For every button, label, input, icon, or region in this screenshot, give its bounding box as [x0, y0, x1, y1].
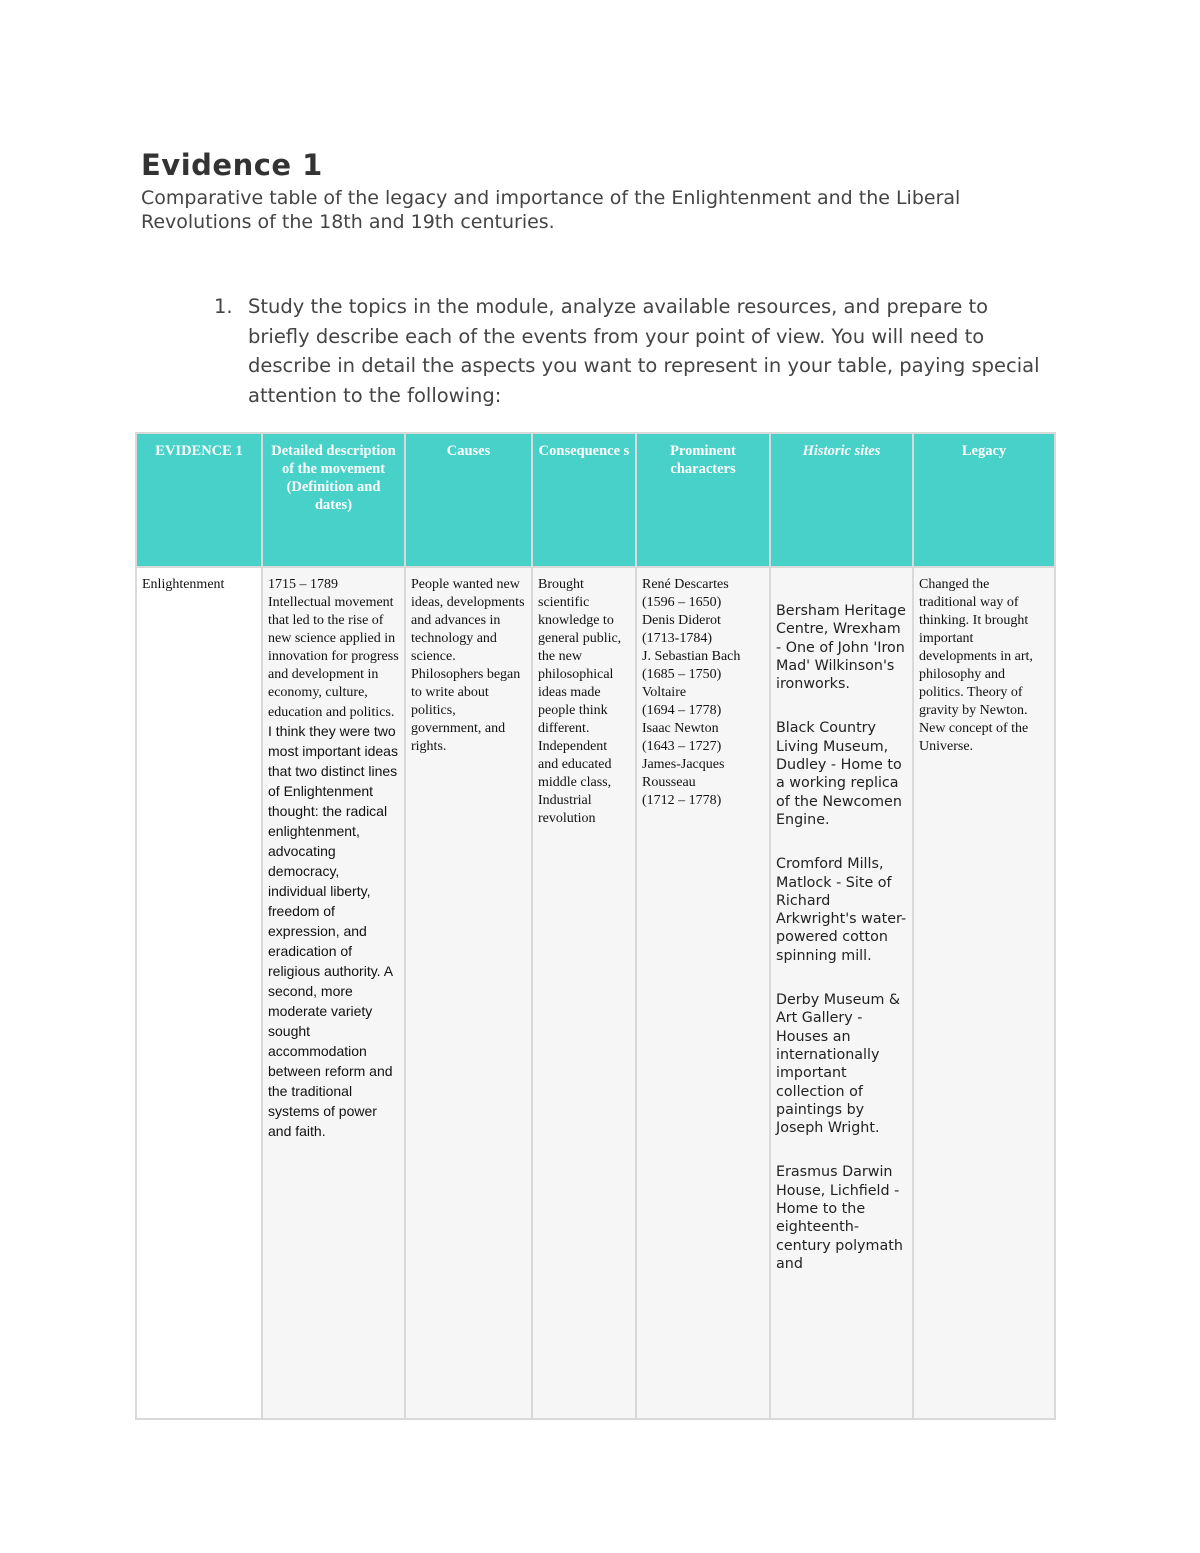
header-legacy: Legacy: [913, 433, 1055, 567]
document-subtitle: Comparative table of the legacy and importance of the Enlightenment and the Liberal Revolutions of the 18th and 19th centuries.: [141, 187, 961, 233]
character-line: (1694 – 1778): [642, 703, 722, 718]
header-characters: Prominent characters: [636, 433, 770, 567]
instruction-item: [214, 292, 1044, 410]
site-entry: Cromford Mills, Matlock - Site of Richard Arkwright's water-powered cotton spinning mill.: [776, 856, 907, 964]
table-header-row: [136, 433, 1055, 567]
character-line: (1685 – 1750): [642, 667, 722, 682]
instruction-text: Study the topics in the module, analyze available resources, and prepare to briefly describe each of the events from your point of view. You will need to describe in detail the aspects you want to represent in your table, paying special attention to the following:: [248, 295, 1040, 407]
header-description: Detailed description of the movement (Definition and dates): [262, 433, 405, 567]
site-entry: Black Country Living Museum, Dudley - Home to a working replica of the Newcomen Engine.: [776, 720, 902, 828]
character-line: (1596 – 1650): [642, 595, 722, 610]
character-line: J. Sebastian Bach: [642, 649, 741, 664]
character-line: (1643 – 1727): [642, 739, 722, 754]
instruction-number: 1.: [214, 295, 233, 318]
document-title: Evidence 1: [141, 148, 323, 182]
header-causes: Causes: [405, 433, 532, 567]
description-serif-text: 1715 – 1789 Intellectual movement that led to the rise of new science applied in innovation for progress and development in economy, culture, education and politics.: [268, 577, 399, 720]
character-line: Isaac Newton: [642, 721, 719, 736]
cell-causes: People wanted new ideas, developments and advances in technology and science. Philosophers began to write about politics, government, and rights.: [405, 567, 532, 1419]
character-line: (1713-1784): [642, 631, 712, 646]
evidence-table: [135, 432, 1056, 1420]
cell-characters: [636, 567, 770, 1419]
character-line: Voltaire: [642, 685, 687, 700]
cell-historic-sites: [770, 567, 913, 1419]
character-line: René Descartes: [642, 577, 729, 592]
site-entry: Bersham Heritage Centre, Wrexham - One of John 'Iron Mad' Wilkinson's ironworks.: [776, 603, 906, 693]
site-entry: Derby Museum & Art Gallery - Houses an internationally important collection of paintings by Joseph Wright.: [776, 992, 901, 1137]
cell-legacy: Changed the traditional way of thinking. It brought important developments in art, philosophy and politics. Theory of gravity by Newton. New concept of the Universe.: [913, 567, 1055, 1419]
header-consequences: Consequence s: [532, 433, 636, 567]
cell-description: [262, 567, 405, 1419]
site-entry: Erasmus Darwin House, Lichfield - Home to the eighteenth-century polymath and: [776, 1164, 903, 1272]
character-line: (1712 – 1778): [642, 793, 722, 808]
header-historic-sites: Historic sites: [770, 433, 913, 567]
header-evidence: EVIDENCE 1: [136, 433, 262, 567]
table-row: [136, 567, 1055, 1419]
cell-movement: Enlightenment: [136, 567, 262, 1419]
character-line: Denis Diderot: [642, 613, 721, 628]
character-line: James-Jacques Rousseau: [642, 757, 725, 790]
description-sans-text: I think they were two most important ideas that two distinct lines of Enlightenment thought: the radical enlightenment, advocating democracy, individual liberty, freedom of expression, and eradication of religious authority. A second, more moderate variety sought accommodation between reform and the traditional systems of power and faith.: [268, 723, 398, 1139]
cell-consequences: Brought scientific knowledge to general public, the new philosophical ideas made people think different. Independent and educated middle class, Industrial revolution: [532, 567, 636, 1419]
